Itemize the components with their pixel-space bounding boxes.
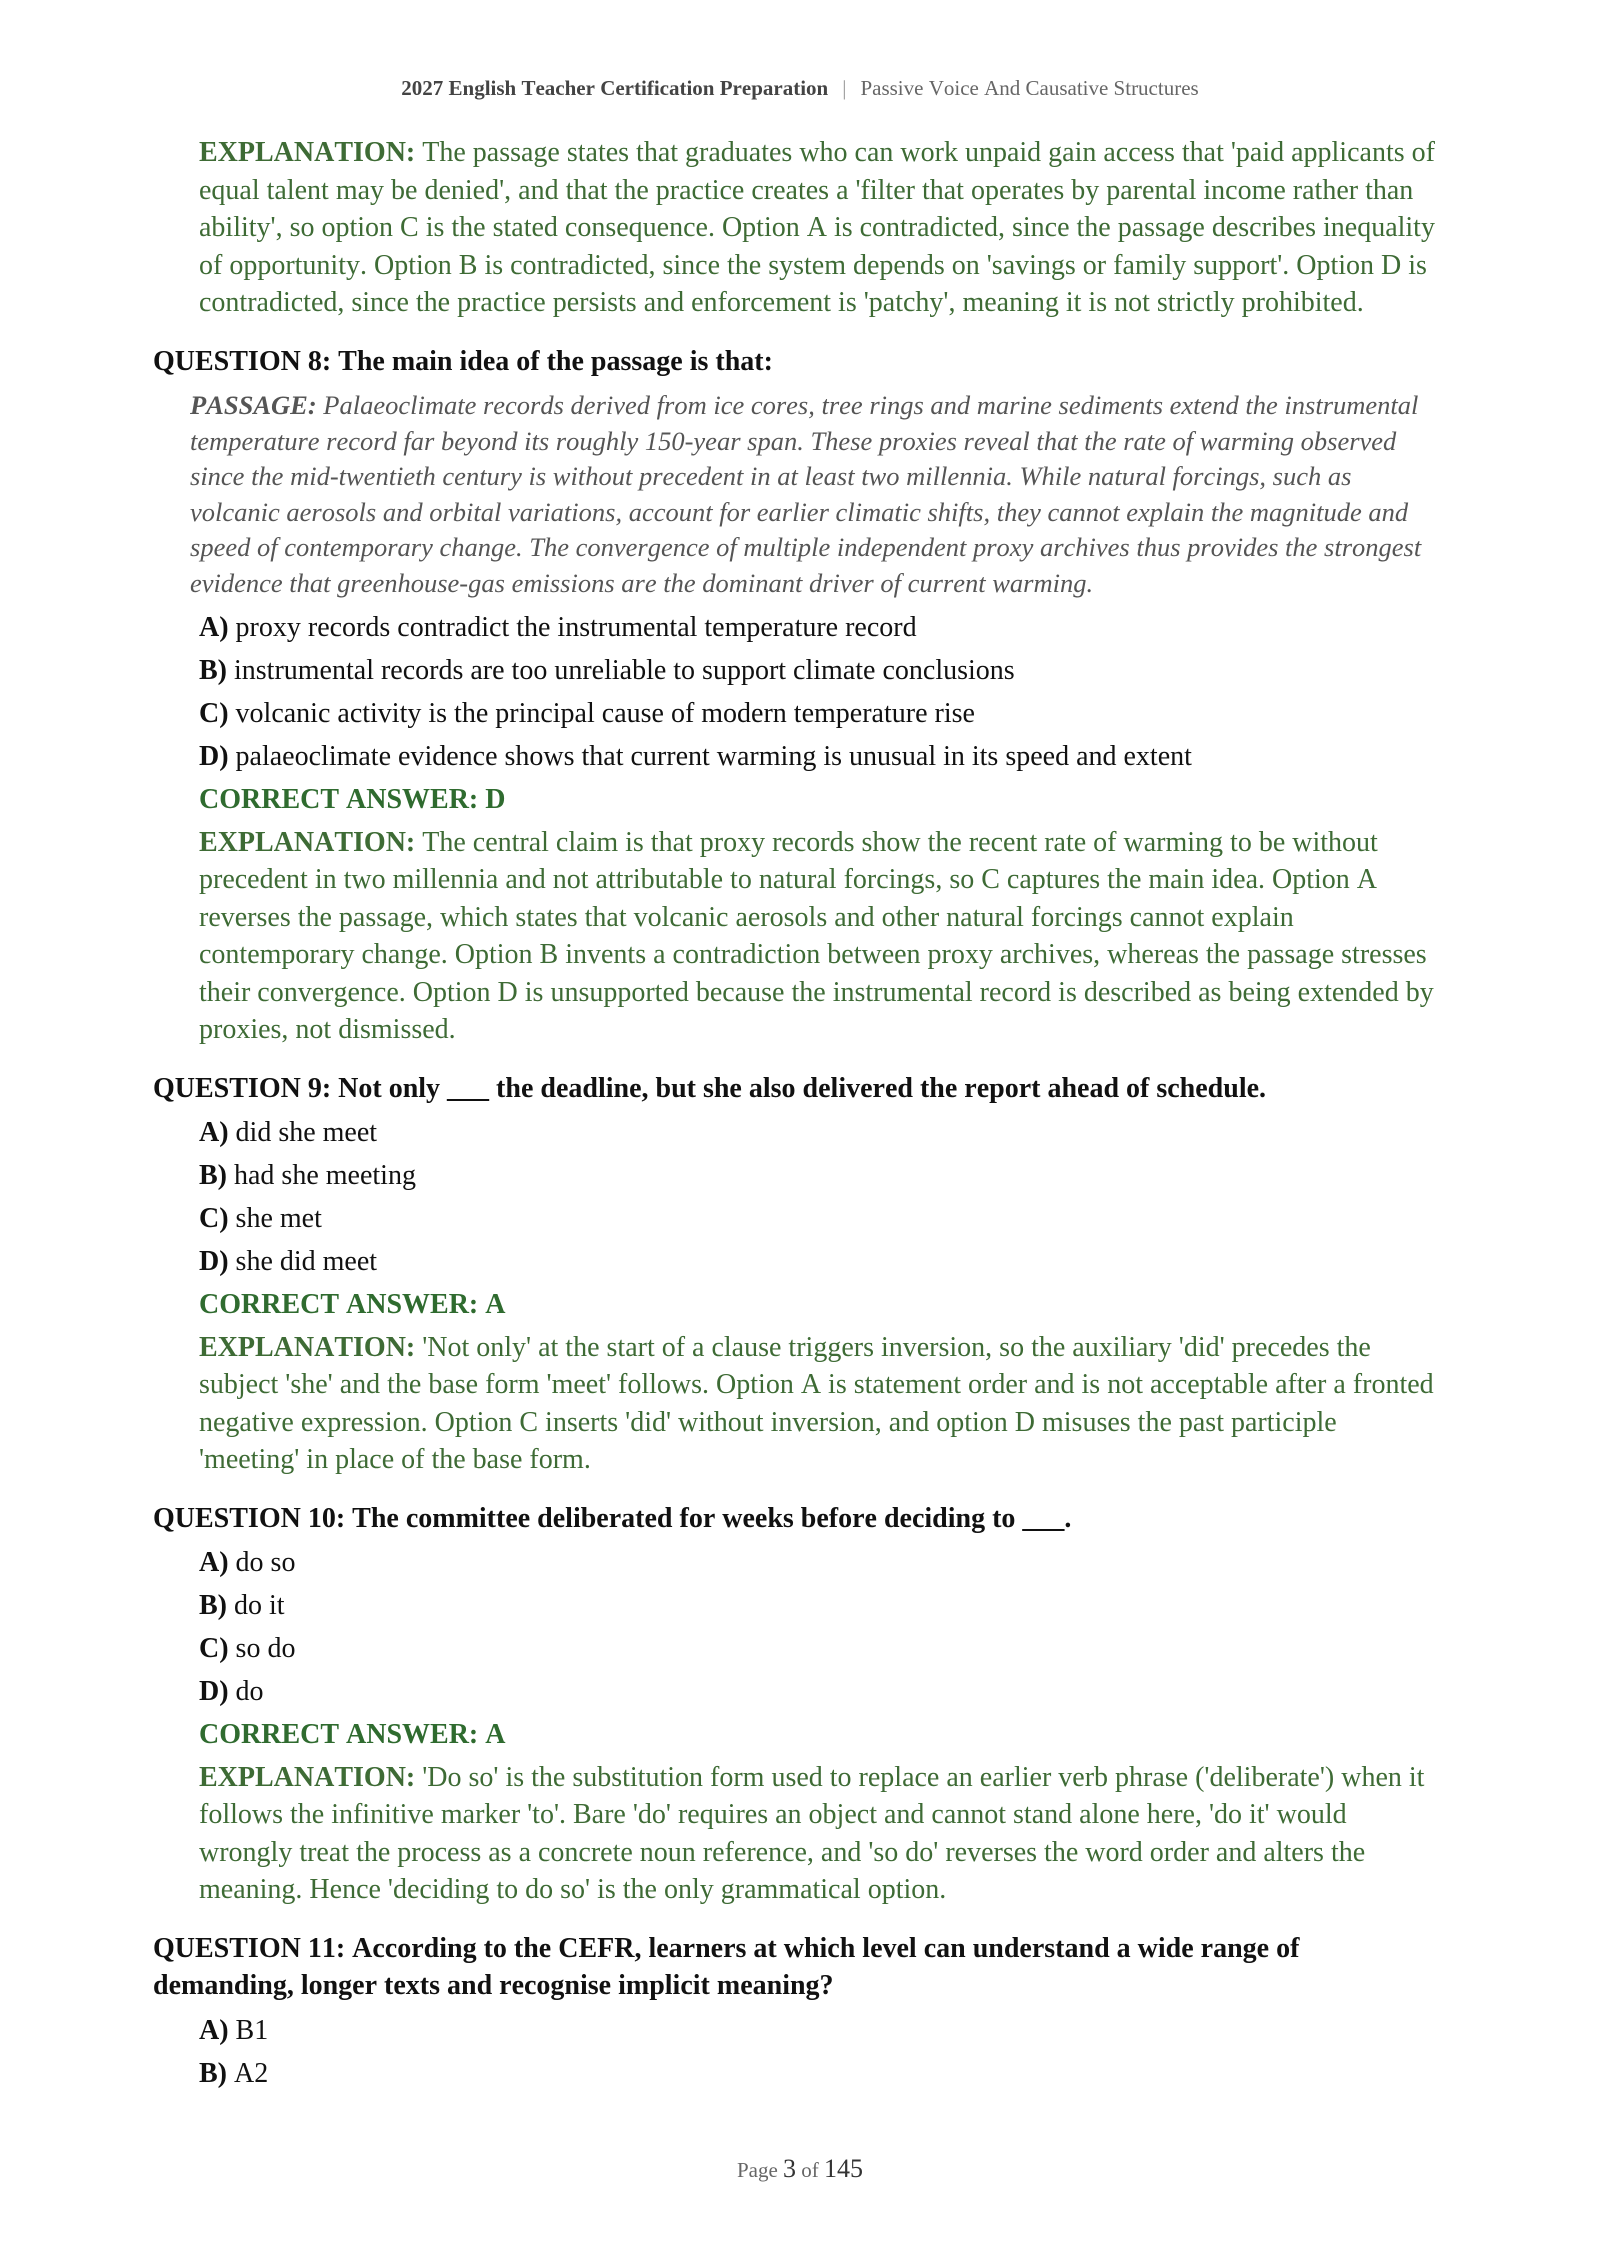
explanation-line: equal talent may be denied', and that the practice creates a 'filter that operates by parental income rather than bbox=[199, 174, 1414, 206]
question-heading-line: QUESTION 11: According to the CEFR, learners at which level can understand a wide range of bbox=[153, 1932, 1300, 1964]
option-letter: B) bbox=[199, 1160, 227, 1191]
footer-page-word: Page bbox=[736, 2158, 778, 2182]
explanation-line: subject 'she' and the base form 'meet' follows. Option A is statement order and is not acceptable after a fronted bbox=[199, 1369, 1434, 1400]
header-separator: | bbox=[842, 76, 847, 100]
option-letter: D) bbox=[199, 1246, 229, 1277]
explanation-line: reverses the passage, which states that volcanic aerosols and other natural forcings cannot explain bbox=[199, 901, 1294, 933]
option-letter: C) bbox=[199, 1203, 229, 1234]
footer-of-word: of bbox=[801, 2158, 819, 2182]
question-heading bbox=[153, 1500, 1473, 1538]
reading-passage bbox=[190, 388, 1473, 601]
correct-answer bbox=[199, 1713, 1473, 1756]
question-heading-line: QUESTION 10: The committee deliberated for weeks before deciding to ___. bbox=[153, 1502, 1072, 1534]
footer-page-number: 3 bbox=[783, 2154, 797, 2183]
option-letter: C) bbox=[199, 698, 229, 729]
answer-options bbox=[199, 1541, 1473, 1713]
explanation-line: their convergence. Option D is unsupported because the instrumental record is described as being extended by bbox=[199, 976, 1434, 1008]
option-letter: A) bbox=[199, 1547, 229, 1578]
explanation-line: meaning. Hence 'deciding to do so' is the only grammatical option. bbox=[199, 1874, 947, 1905]
question-heading bbox=[153, 1930, 1473, 2005]
answer-option bbox=[199, 692, 1473, 735]
option-text: do it bbox=[234, 1590, 285, 1621]
correct-answer bbox=[199, 1283, 1473, 1326]
explanation-line bbox=[199, 1759, 1473, 1797]
passage-line: evidence that greenhouse-gas emissions are the dominant driver of current warming. bbox=[190, 567, 1094, 598]
option-text: she met bbox=[235, 1203, 322, 1234]
explanation-label: EXPLANATION: bbox=[199, 1331, 416, 1363]
passage-line: volcanic aerosols and orbital variations, account for earlier climatic shifts, they cannot explain the magnitude and bbox=[190, 496, 1409, 527]
option-text: A2 bbox=[234, 2057, 269, 2089]
option-text: proxy records contradict the instrumental temperature record bbox=[235, 612, 917, 643]
option-letter: C) bbox=[199, 1633, 229, 1664]
explanation bbox=[199, 824, 1473, 1049]
explanation-line bbox=[199, 134, 1473, 172]
answer-options bbox=[199, 606, 1473, 778]
explanation-line: contemporary change. Option B invents a contradiction between proxy archives, whereas the passage stresses bbox=[199, 939, 1427, 970]
passage-label: PASSAGE: bbox=[190, 390, 317, 420]
explanation bbox=[199, 1329, 1473, 1479]
option-text: instrumental records are too unreliable to support climate conclusions bbox=[234, 655, 1015, 686]
answer-option bbox=[199, 1111, 1473, 1154]
explanation-line: of opportunity. Option B is contradicted, since the system depends on 'savings or family support'. Option D is bbox=[199, 249, 1427, 281]
question-heading-line: QUESTION 8: The main idea of the passage is that: bbox=[153, 345, 773, 377]
option-letter: D) bbox=[199, 1676, 229, 1707]
answer-option bbox=[199, 1670, 1473, 1713]
option-letter: B) bbox=[199, 2057, 227, 2089]
explanation-text: The passage states that graduates who can work unpaid gain access that 'paid applicants of bbox=[422, 137, 1435, 168]
answer-option bbox=[199, 1541, 1473, 1584]
answer-option bbox=[199, 2009, 1473, 2052]
answer-options bbox=[199, 2009, 1473, 2095]
page-footer bbox=[0, 2150, 1600, 2189]
answer-option bbox=[199, 649, 1473, 692]
explanation-text: The central claim is that proxy records show the recent rate of warming to be without bbox=[422, 826, 1378, 858]
correct-answer-label: CORRECT ANSWER: bbox=[199, 784, 479, 815]
option-text: had she meeting bbox=[234, 1160, 416, 1191]
passage-line: since the mid-twentieth century is without precedent in at least two millennia. While natural forcings, such as bbox=[190, 461, 1352, 491]
explanation-line: follows the infinitive marker 'to'. Bare 'do' requires an object and cannot stand alone here, 'do it' would bbox=[199, 1799, 1347, 1830]
passage-text: Palaeoclimate records derived from ice cores, tree rings and marine sediments extend the instrumental bbox=[323, 390, 1419, 420]
explanation-line: precedent in two millennia and not attributable to natural forcings, so C captures the main idea. Option A bbox=[199, 864, 1378, 895]
explanation-line bbox=[199, 1329, 1473, 1367]
explanation-line: 'meeting' in place of the base form. bbox=[199, 1444, 591, 1475]
explanation-text: 'Not only' at the start of a clause triggers inversion, so the auxiliary 'did' precedes the bbox=[422, 1331, 1371, 1363]
answer-option bbox=[199, 606, 1473, 649]
option-text: volcanic activity is the principal cause of modern temperature rise bbox=[235, 698, 975, 729]
option-letter: A) bbox=[199, 1117, 229, 1148]
question-heading bbox=[153, 343, 1473, 381]
running-header bbox=[0, 74, 1600, 102]
passage-line: speed of contemporary change. The convergence of multiple independent proxy archives thus provides the strongest bbox=[190, 532, 1422, 562]
explanation-label: EXPLANATION: bbox=[199, 137, 416, 168]
carryover-explanation bbox=[199, 134, 1473, 322]
correct-answer-label: CORRECT ANSWER: bbox=[199, 1719, 479, 1750]
option-text: do so bbox=[235, 1547, 296, 1578]
option-text: palaeoclimate evidence shows that current warming is unusual in its speed and extent bbox=[235, 741, 1192, 772]
answer-option bbox=[199, 2052, 1473, 2095]
explanation-line bbox=[199, 824, 1473, 862]
answer-option bbox=[199, 1627, 1473, 1670]
explanation-text: 'Do so' is the substitution form used to replace an earlier verb phrase ('deliberate') when it bbox=[422, 1761, 1425, 1793]
header-section: Passive Voice And Causative Structures bbox=[860, 76, 1199, 100]
passage-line: temperature record far beyond its roughly 150-year span. These proxies reveal that the rate of warming observed bbox=[190, 425, 1397, 456]
footer-page-total: 145 bbox=[824, 2154, 864, 2183]
option-letter: A) bbox=[199, 2014, 229, 2046]
explanation-line: negative expression. Option C inserts 'did' without inversion, and option D misuses the past participle bbox=[199, 1406, 1337, 1438]
option-text: B1 bbox=[235, 2014, 269, 2046]
correct-answer bbox=[199, 778, 1473, 821]
explanation-label: EXPLANATION: bbox=[199, 826, 416, 858]
answer-options bbox=[199, 1111, 1473, 1283]
answer-option bbox=[199, 1240, 1473, 1283]
header-title: 2027 English Teacher Certification Preparation bbox=[401, 76, 829, 100]
option-letter: A) bbox=[199, 612, 229, 643]
page-content bbox=[153, 134, 1473, 2095]
question-heading-line: QUESTION 9: Not only ___ the deadline, but she also delivered the report ahead of schedule. bbox=[153, 1072, 1267, 1104]
option-text: she did meet bbox=[235, 1246, 378, 1277]
answer-option bbox=[199, 735, 1473, 778]
explanation bbox=[199, 1759, 1473, 1909]
answer-option bbox=[199, 1154, 1473, 1197]
answer-option bbox=[199, 1584, 1473, 1627]
correct-answer-letter: D bbox=[485, 784, 506, 815]
option-letter: B) bbox=[199, 1590, 227, 1621]
option-letter: B) bbox=[199, 655, 227, 686]
explanation-line: contradicted, since the practice persists and enforcement is 'patchy', meaning it is not strictly prohibited. bbox=[199, 287, 1364, 318]
answer-option bbox=[199, 1197, 1473, 1240]
option-text: so do bbox=[235, 1633, 296, 1664]
question-heading bbox=[153, 1070, 1473, 1108]
correct-answer-label: CORRECT ANSWER: bbox=[199, 1289, 479, 1320]
option-letter: D) bbox=[199, 741, 229, 772]
correct-answer-letter: A bbox=[485, 1719, 506, 1750]
passage-line bbox=[190, 388, 1473, 424]
correct-answer-letter: A bbox=[485, 1289, 506, 1320]
option-text: did she meet bbox=[235, 1117, 378, 1148]
explanation-label: EXPLANATION: bbox=[199, 1761, 416, 1793]
explanation-line: ability', so option C is the stated consequence. Option A is contradicted, since the passage describes inequality bbox=[199, 212, 1435, 243]
explanation-line: wrongly treat the process as a concrete noun reference, and 'so do' reverses the word order and alters the bbox=[199, 1836, 1366, 1868]
question-heading-line: demanding, longer texts and recognise implicit meaning? bbox=[153, 1970, 834, 2001]
explanation-line: proxies, not dismissed. bbox=[199, 1014, 456, 1045]
option-text: do bbox=[235, 1676, 264, 1707]
